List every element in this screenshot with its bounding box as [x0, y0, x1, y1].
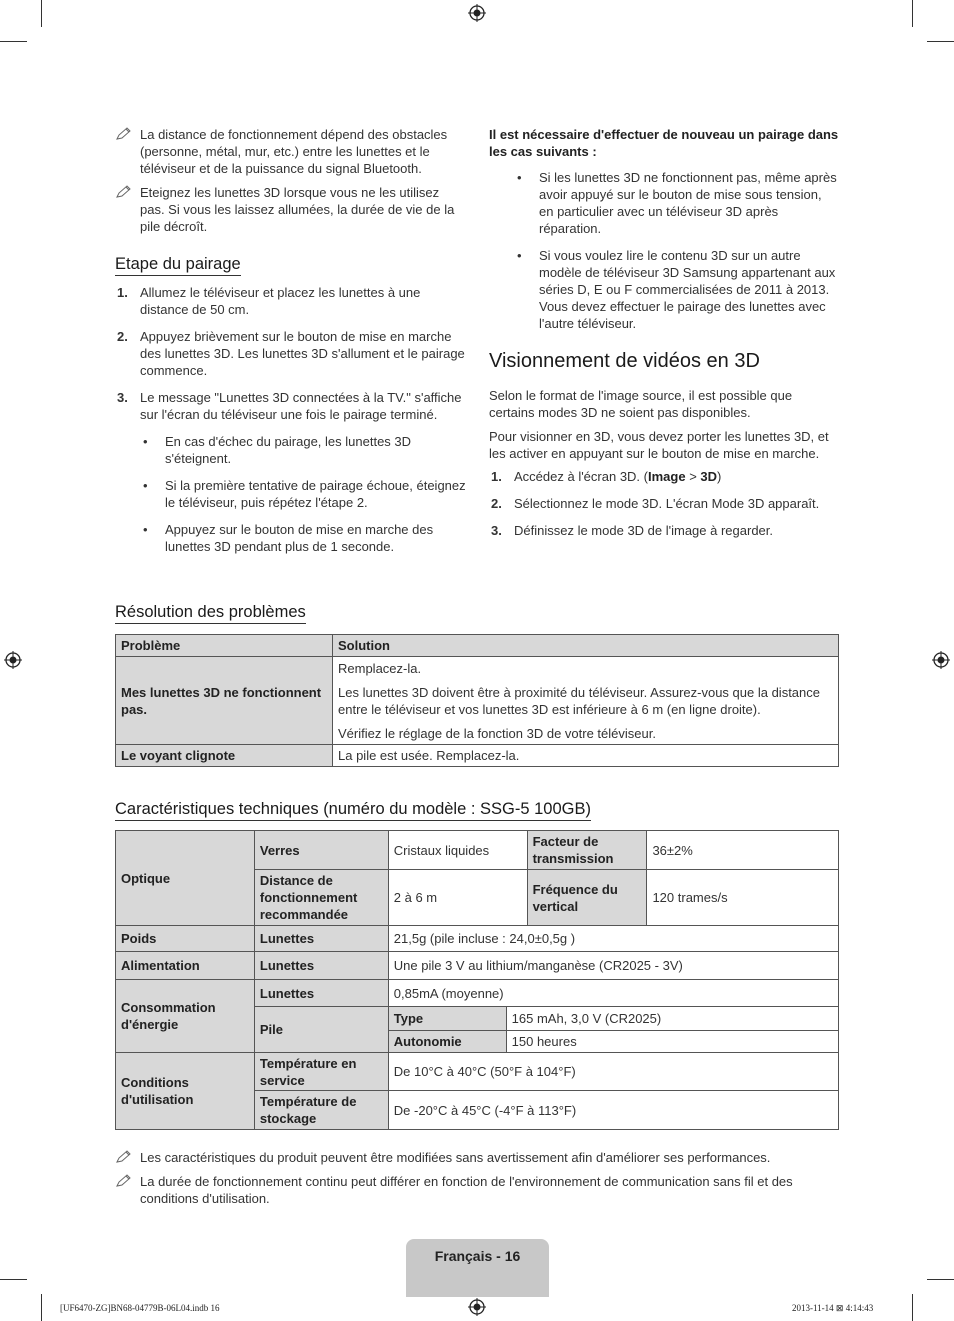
note: [115, 184, 467, 235]
table-cell: 2 à 6 m: [388, 870, 527, 926]
crop-mark: [41, 0, 42, 27]
table-cell: Autonomie: [388, 1031, 506, 1053]
bullet-icon: •: [517, 248, 522, 263]
registration-mark-icon: [468, 4, 486, 22]
step-text: Allumez le téléviseur et placez les lunettes à une distance de 50 cm.: [140, 285, 421, 317]
list-item: [115, 521, 467, 555]
registration-mark-icon: [468, 1298, 486, 1316]
bullet-text: Si les lunettes 3D ne fonctionnent pas, même après avoir appuyé sur le bouton de mise sous tension, en particulier avec un téléviseur 3D après réparation.: [539, 170, 837, 236]
table-cell: Facteur de transmission: [527, 831, 647, 870]
pencil-note-icon: [115, 1150, 133, 1164]
crop-mark: [0, 1279, 27, 1280]
pencil-note-icon: [115, 127, 133, 141]
note-text: La distance de fonctionnement dépend des obstacles (personne, métal, mur, etc.) entre les lunettes et le téléviseur et de la puissance du signal Bluetooth.: [140, 127, 448, 176]
step-number: 2.: [117, 329, 128, 344]
table-header: Problème: [116, 635, 333, 657]
table-cell: De 10°C à 40°C (50°F à 104°F): [388, 1053, 838, 1091]
table-cell: Une pile 3 V au lithium/manganèse (CR2025 - 3V): [388, 952, 838, 980]
list-item: [115, 433, 467, 467]
list-item: [115, 389, 467, 423]
specs-heading: Caractéristiques techniques (numéro du modèle : SSG-5 100GB): [115, 799, 591, 821]
bullet-icon: •: [143, 522, 148, 537]
table-cell: Optique: [116, 831, 255, 926]
right-column: [489, 126, 839, 549]
list-item: [489, 247, 839, 332]
troubleshooting-table: [115, 634, 839, 767]
table-cell: Verres: [254, 831, 388, 870]
table-cell: Fréquence du vertical: [527, 870, 647, 926]
specs-table: [115, 830, 839, 1130]
list-item: [115, 328, 467, 379]
crop-mark: [912, 1294, 913, 1321]
table-cell: 21,5g (pile incluse : 24,0±0,5g ): [388, 926, 838, 952]
crop-mark: [41, 1294, 42, 1321]
table-cell: Le voyant clignote: [116, 745, 333, 767]
paragraph: Pour visionner en 3D, vous devez porter les lunettes 3D, et les activer en appuyant sur le bouton de mise en marche.: [489, 429, 829, 461]
table-cell: La pile est usée. Remplacez-la.: [333, 745, 839, 767]
table-cell: 36±2%: [647, 831, 839, 870]
crop-mark: [912, 0, 913, 27]
print-date-info: 2013-11-14 ⊠ 4:14:43: [792, 1303, 874, 1313]
note-text: La durée de fonctionnement continu peut différer en fonction de l'environnement de communication sans fil et des conditions d'utilisation.: [140, 1174, 793, 1206]
pencil-note-icon: [115, 185, 133, 199]
table-cell: 0,85mA (moyenne): [388, 980, 838, 1007]
pencil-note-icon: [115, 1174, 133, 1188]
table-cell: Alimentation: [116, 952, 255, 980]
note: [115, 126, 467, 177]
note-text: Eteignez les lunettes 3D lorsque vous ne les utilisez pas. Si vous les laissez allumées, la durée de vie de la pile décroît.: [140, 185, 455, 234]
list-item: [489, 522, 839, 539]
table-cell: Lunettes: [254, 926, 388, 952]
registration-mark-icon: [4, 651, 22, 669]
crop-mark: [927, 1279, 954, 1280]
page-number-tab: Français - 16: [406, 1239, 549, 1297]
table-cell: Température de stockage: [254, 1091, 388, 1130]
bullet-text: Si la première tentative de pairage échoue, éteignez le téléviseur, puis répétez l'étape 2.: [165, 478, 466, 510]
paragraph: Selon le format de l'image source, il est possible que certains modes 3D ne soient pas disponibles.: [489, 388, 793, 420]
table-cell: Mes lunettes 3D ne fonctionnent pas.: [116, 657, 333, 745]
table-cell: Distance de fonctionnement recommandée: [254, 870, 388, 926]
bullet-icon: •: [517, 170, 522, 185]
table-cell: 165 mAh, 3,0 V (CR2025): [506, 1007, 838, 1031]
step-number: 2.: [491, 496, 502, 511]
bottom-notes: [115, 1149, 839, 1214]
troubleshooting-heading: Résolution des problèmes: [115, 602, 306, 624]
table-cell: Pile: [254, 1007, 388, 1053]
list-item: [489, 169, 839, 237]
note: [115, 1149, 839, 1166]
list-item: [489, 495, 839, 512]
table-cell: Consommation d'énergie: [116, 980, 255, 1053]
bullet-icon: •: [143, 478, 148, 493]
bullet-text: En cas d'échec du pairage, les lunettes 3D s'éteignent.: [165, 434, 412, 466]
pairing-heading: Etape du pairage: [115, 254, 241, 276]
table-cell: Remplacez-la. Les lunettes 3D doivent être à proximité du téléviseur. Assurez-vous que la distance entre le téléviseur et vos lunettes 3D est inférieure à 6 m (en ligne droite). Vérifiez le réglage de la fonction 3D de votre téléviseur.: [333, 657, 839, 745]
table-cell: Lunettes: [254, 980, 388, 1007]
table-cell: Type: [388, 1007, 506, 1031]
bullet-icon: •: [143, 434, 148, 449]
table-cell: 120 trames/s: [647, 870, 839, 926]
table-cell: Cristaux liquides: [388, 831, 527, 870]
table-header: Solution: [333, 635, 839, 657]
list-item: [489, 468, 839, 485]
table-cell: Température en service: [254, 1053, 388, 1091]
table-cell: Conditions d'utilisation: [116, 1053, 255, 1130]
table-cell: De -20°C à 45°C (-4°F à 113°F): [388, 1091, 838, 1130]
note-text: Les caractéristiques du produit peuvent être modifiées sans avertissement afin d'améliorer ses performances.: [140, 1150, 771, 1165]
repair-intro: Il est nécessaire d'effectuer de nouveau un pairage dans les cas suivants :: [489, 127, 839, 159]
list-item: [115, 284, 467, 318]
list-item: [115, 477, 467, 511]
step-text: Appuyez brièvement sur le bouton de mise en marche des lunettes 3D. Les lunettes 3D s'allument et le pairage commence.: [140, 329, 465, 378]
step-text: Définissez le mode 3D de l'image à regarder.: [514, 523, 774, 538]
step-text: Sélectionnez le mode 3D. L'écran Mode 3D apparaît.: [514, 496, 820, 511]
viewing-heading: Visionnement de vidéos en 3D: [489, 350, 760, 372]
table-cell: 150 heures: [506, 1031, 838, 1053]
crop-mark: [927, 41, 954, 42]
left-column: [115, 126, 467, 565]
registration-mark-icon: [932, 651, 950, 669]
bullet-text: Si vous voulez lire le contenu 3D sur un autre modèle de téléviseur 3D Samsung appartenant aux séries D, E ou F commercialisées de 2011 à 2013. Vous devez effectuer le pairage des lunettes avec l'autre téléviseur.: [539, 248, 836, 331]
table-cell: Lunettes: [254, 952, 388, 980]
step-text: Le message "Lunettes 3D connectées à la TV." s'affiche sur l'écran du téléviseur une fois le pairage terminé.: [140, 390, 462, 422]
step-number: 3.: [491, 523, 502, 538]
bullet-text: Appuyez sur le bouton de mise en marche des lunettes 3D pendant plus de 1 seconde.: [165, 522, 434, 554]
step-text: Accédez à l'écran 3D. (Image > 3D): [514, 469, 722, 484]
step-number: 3.: [117, 390, 128, 405]
note: [115, 1173, 839, 1207]
crop-mark: [0, 41, 27, 42]
step-number: 1.: [491, 469, 502, 484]
step-number: 1.: [117, 285, 128, 300]
table-cell: Poids: [116, 926, 255, 952]
print-file-info: [UF6470-ZG]BN68-04779B-06L04.indb 16: [60, 1303, 220, 1313]
